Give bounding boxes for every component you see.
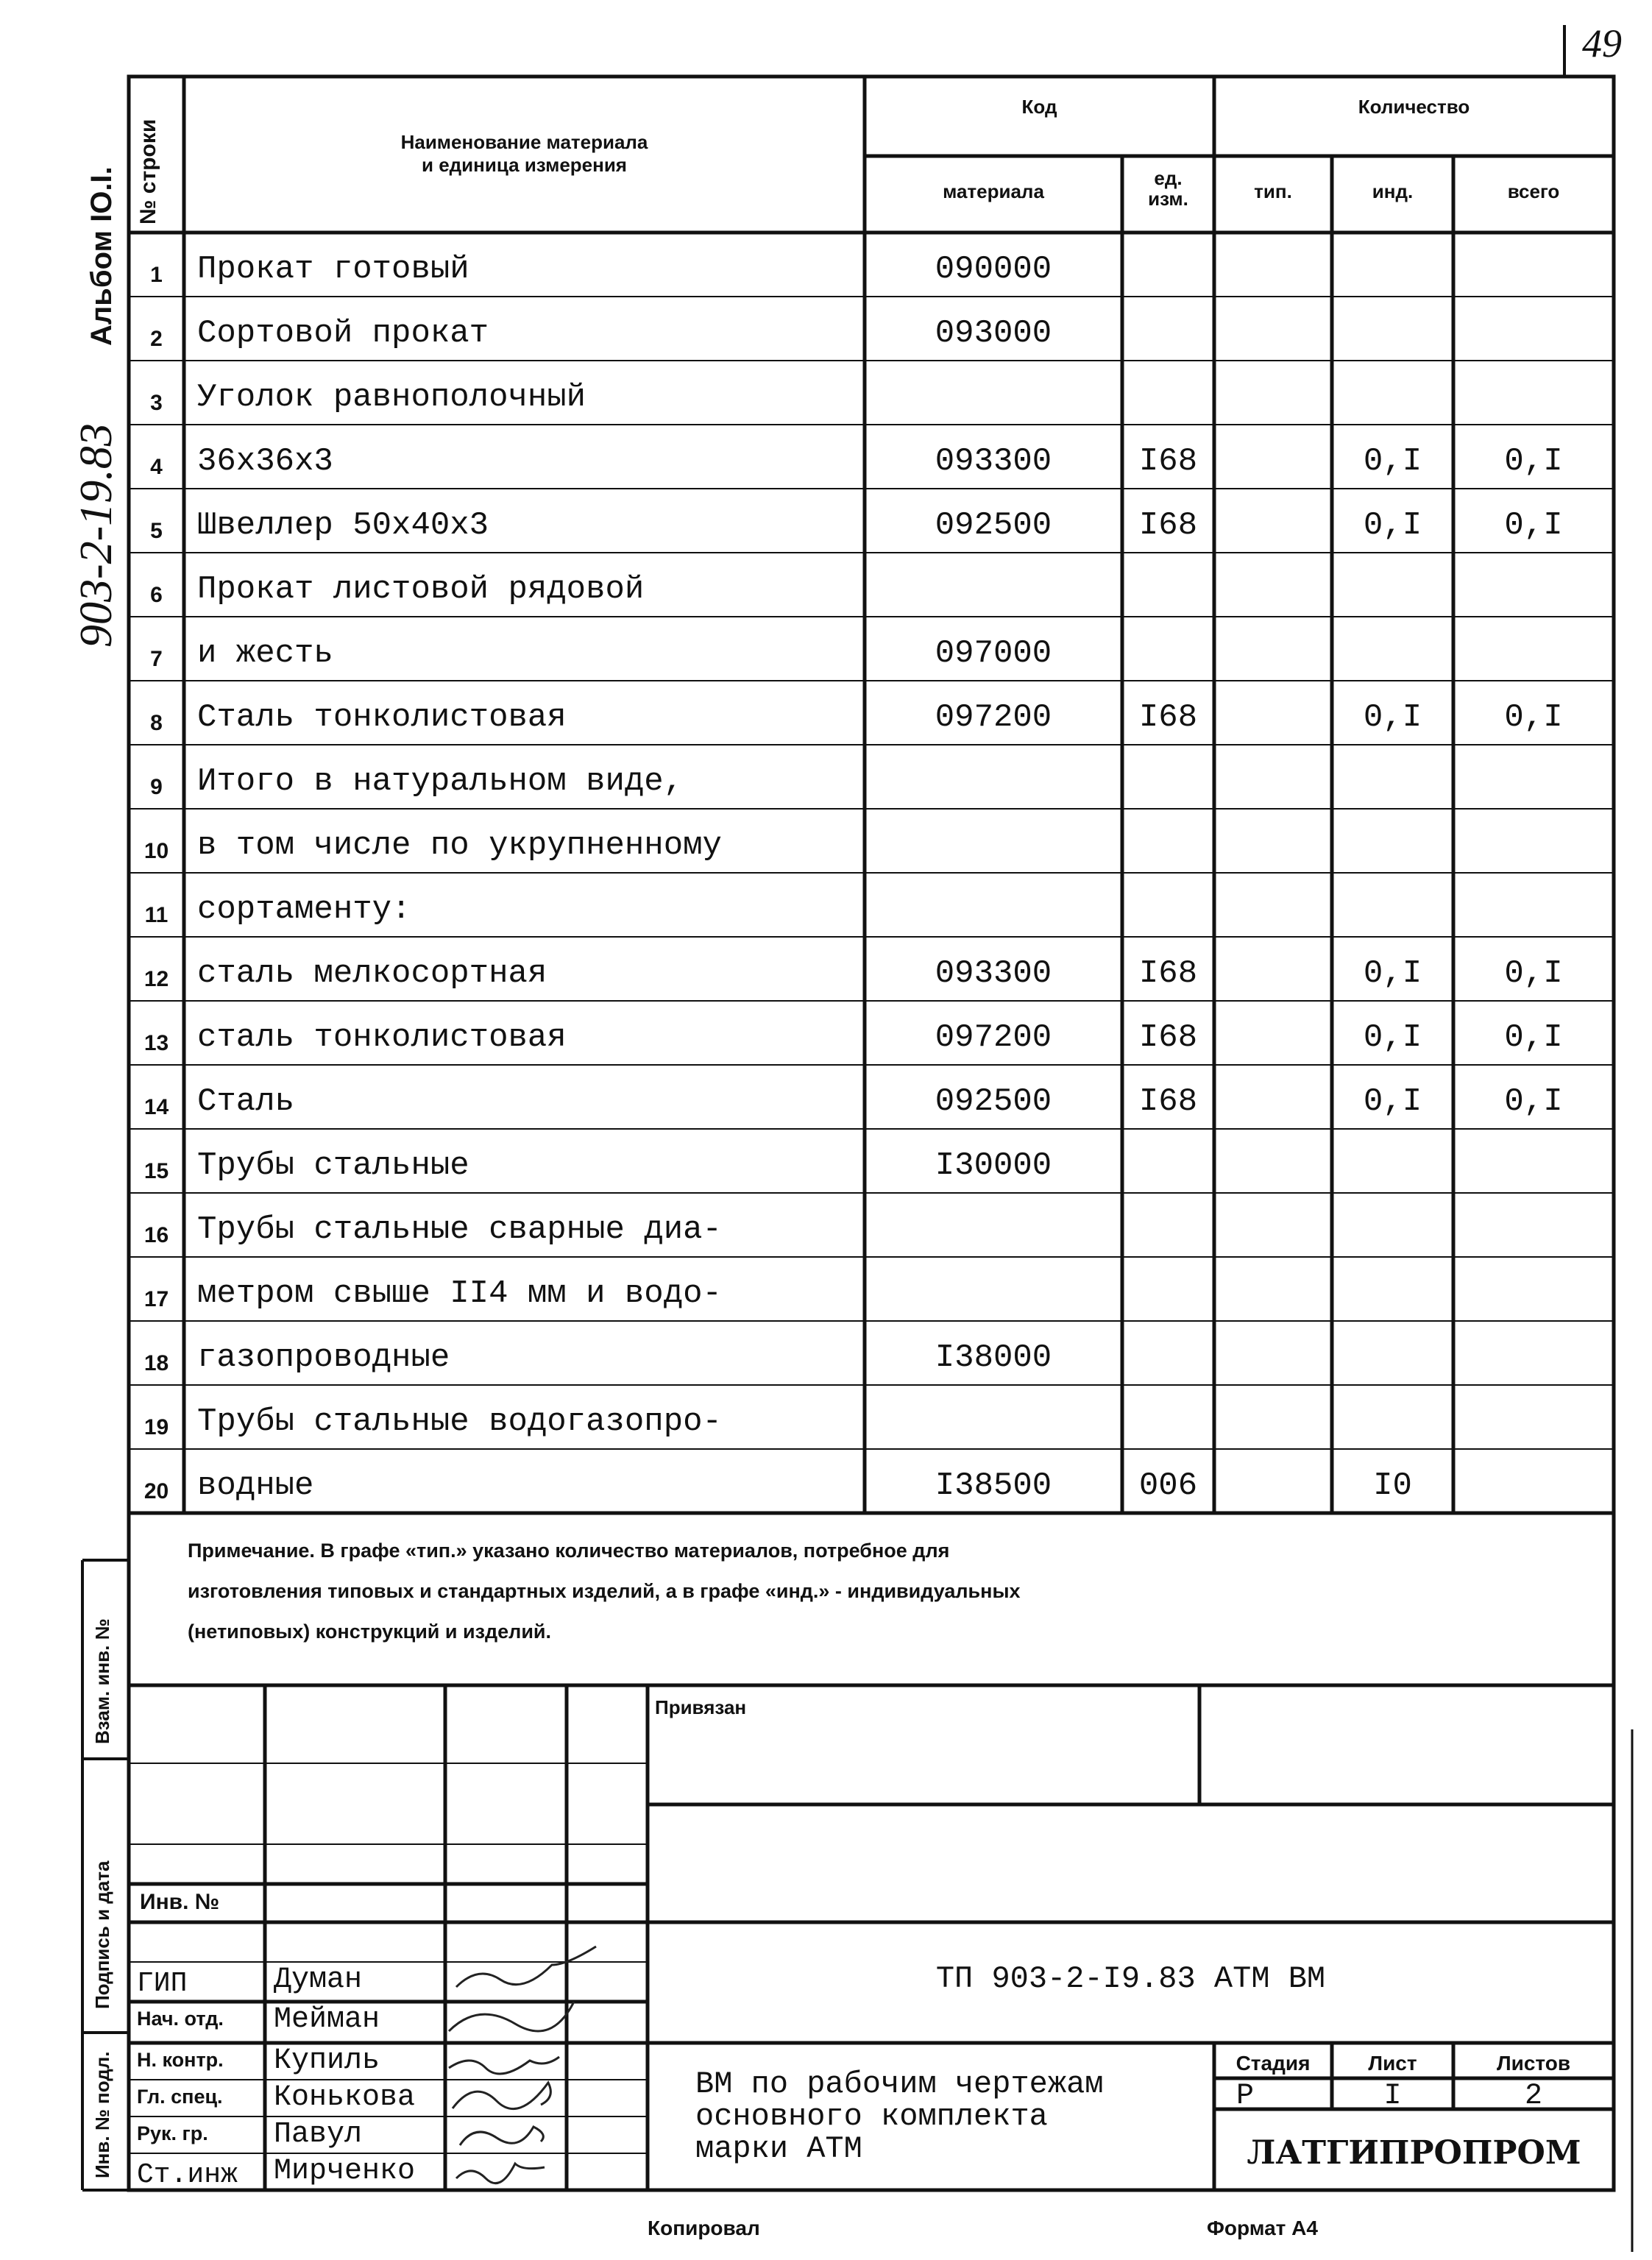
material-name: сталь тонколистовая [197,1019,567,1056]
unit-code: I68 [1138,955,1198,992]
qty-ind [1332,1385,1453,1440]
unit-code: I68 [1138,699,1198,736]
footer-copied: Копировал [648,2217,760,2239]
unit-code [1122,873,1214,928]
side-code: 903-2-19.83 [71,423,121,648]
stamp-person-name: Думан [274,1963,363,1997]
qty-ind [1332,1129,1453,1184]
unit-code [1122,361,1214,416]
row-number: 13 [143,1031,169,1055]
material-name: Уголок равнополочный [197,379,586,416]
material-code: 097200 [935,1019,1052,1056]
qty-total: 0,I [1504,443,1563,480]
material-name: и жесть [197,635,333,672]
qty-ind [1332,873,1453,928]
row-number: 16 [143,1223,169,1247]
header-qty: Количество [1358,96,1470,118]
material-code: I38500 [935,1467,1052,1504]
stamp-sheets-label: Листов [1496,2052,1571,2075]
material-code [865,1385,1122,1440]
qty-typ [1214,425,1332,480]
material-code: 090000 [935,251,1052,288]
unit-code: I68 [1138,1019,1198,1056]
signatures [449,1946,596,2183]
qty-total [1453,745,1614,800]
qty-total [1453,1385,1614,1440]
material-code: 092500 [935,1083,1052,1120]
material-name: Сортовой прокат [197,315,489,352]
header-name: Наименование материала и единица измерения [400,131,648,176]
qty-ind [1332,1321,1453,1376]
qty-ind [1332,1193,1453,1248]
material-code [865,361,1122,416]
qty-ind: 0,I [1363,443,1422,480]
qty-typ [1214,681,1332,736]
side-inv-podl: Инв. № подл. [91,2051,113,2178]
material-code: 097200 [935,699,1052,736]
unit-code: I68 [1138,1083,1198,1120]
unit-code [1122,1385,1214,1440]
header-qty-ind: инд. [1372,180,1414,202]
side-vzam: Взам. инв. № [91,1618,113,1744]
qty-total: 0,I [1504,699,1563,736]
qty-typ [1214,873,1332,928]
row-number: 2 [150,327,163,351]
stamp-person-name: Конькова [274,2081,416,2114]
qty-ind [1332,1257,1453,1312]
row-number: 12 [143,967,169,991]
qty-total [1453,1129,1614,1184]
qty-typ [1214,233,1332,288]
material-code [865,873,1122,928]
material-name: сортаменту: [197,891,411,928]
qty-total [1453,1257,1614,1312]
stamp-role: ГИП [137,1968,188,1999]
qty-typ [1214,553,1332,608]
stamp-person-name: Павул [274,2118,363,2151]
unit-code [1122,1193,1214,1248]
row-number: 8 [150,711,163,735]
unit-code [1122,1257,1214,1312]
row-number: 14 [143,1095,169,1119]
unit-code [1122,745,1214,800]
stamp-role: Рук. гр. [137,2122,208,2144]
qty-total [1453,809,1614,864]
stamp-sheet: I [1383,2080,1402,2113]
qty-ind: 0,I [1363,1083,1422,1120]
qty-total: 0,I [1504,1019,1563,1056]
qty-typ [1214,1065,1332,1120]
qty-typ [1214,1001,1332,1056]
header-row-no: № строки [136,118,160,224]
material-name: Сталь тонколистовая [197,699,567,736]
material-name: сталь мелкосортная [197,955,547,992]
material-name: Трубы стальные [197,1147,469,1184]
row-number: 11 [144,903,169,927]
qty-total: 0,I [1504,955,1563,992]
stamp-title: ВМ по рабочим чертежам основного комплекта марки АТМ [695,2066,1104,2167]
row-number: 17 [143,1287,169,1311]
qty-total: 0,I [1504,1083,1563,1120]
material-name: газопроводные [197,1339,450,1376]
stamp-role: Нач. отд. [137,2008,224,2030]
material-name: Итого в натуральном виде, [197,763,684,800]
qty-ind: 0,I [1363,1019,1422,1056]
stamp-person-name: Мирченко [274,2155,416,2188]
row-number: 1 [150,263,163,287]
qty-ind [1332,617,1453,672]
qty-typ [1214,1385,1332,1440]
qty-ind [1332,553,1453,608]
material-name: Швеллер 50х40х3 [197,507,489,544]
material-code: 093000 [935,315,1052,352]
material-code [865,745,1122,800]
qty-typ [1214,745,1332,800]
qty-total [1453,1193,1614,1248]
qty-total [1453,553,1614,608]
row-number: 9 [150,775,163,799]
material-name: Сталь [197,1083,295,1120]
header-code-material: материала [943,180,1044,202]
material-name: Прокат готовый [197,251,469,288]
material-code: I30000 [935,1147,1052,1184]
qty-typ [1214,1193,1332,1248]
unit-code [1122,553,1214,608]
qty-typ [1214,1321,1332,1376]
qty-ind [1332,745,1453,800]
note-line-1: Примечание. В графе «тип.» указано количество материалов, потребное для [188,1540,950,1562]
stamp-role: Ст.инж [137,2159,238,2191]
side-album: Альбом IO.I. [85,166,118,346]
unit-code [1122,617,1214,672]
header-code-unit: ед. изм. [1148,167,1188,210]
row-number: 4 [150,455,163,479]
material-code: 093300 [935,955,1052,992]
stamp-stage: Р [1236,2080,1255,2113]
qty-typ [1214,1449,1332,1504]
qty-typ [1214,1129,1332,1184]
material-code [865,553,1122,608]
material-code [865,1257,1122,1312]
material-code: 092500 [935,507,1052,544]
material-name: метром свыше II4 мм и водо- [197,1275,722,1312]
unit-code [1122,1321,1214,1376]
material-name: в том числе по укрупненному [197,827,722,864]
stamp-stage-label: Стадия [1236,2052,1311,2075]
stamp-inv-no: Инв. № [140,1890,220,1914]
qty-typ [1214,297,1332,352]
qty-total [1453,233,1614,288]
material-code: 097000 [935,635,1052,672]
footer-format: Формат А4 [1207,2217,1318,2239]
qty-ind: 0,I [1363,955,1422,992]
row-number: 7 [150,647,163,671]
material-name: Трубы стальные сварные диа- [197,1211,722,1248]
qty-total [1453,617,1614,672]
qty-ind [1332,297,1453,352]
row-number: 10 [143,839,169,863]
qty-typ [1214,1257,1332,1312]
header-qty-total: всего [1507,180,1560,202]
stamp-org: ЛАТГИПРОПРОМ [1247,2134,1581,2172]
stamp-doc-code: ТП 903-2-I9.83 АТМ ВМ [935,1961,1326,1997]
qty-total [1453,361,1614,416]
stamp-sheets: 2 [1524,2080,1542,2113]
stamp-person-name: Мейман [274,2003,380,2036]
page-number: 49 [1582,21,1622,65]
qty-typ [1214,361,1332,416]
stamp-privyazan: Привязан [655,1696,747,1718]
stamp-person-name: Купиль [274,2044,380,2077]
unit-code [1122,809,1214,864]
qty-total [1453,1449,1614,1504]
row-number: 3 [150,391,163,415]
qty-ind: 0,I [1363,699,1422,736]
material-code: I38000 [935,1339,1052,1376]
material-name: Прокат листовой рядовой [197,571,645,608]
row-number: 19 [143,1415,169,1439]
material-code [865,809,1122,864]
side-podpis: Подпись и дата [91,1860,113,2009]
header-qty-typ: тип. [1254,180,1292,202]
qty-total [1453,297,1614,352]
row-number: 5 [150,519,163,543]
qty-typ [1214,809,1332,864]
stamp-role: Н. контр. [137,2049,224,2071]
unit-code: 006 [1138,1467,1198,1504]
row-number: 20 [143,1479,169,1503]
qty-ind: 0,I [1363,507,1422,544]
unit-code [1122,297,1214,352]
unit-code: I68 [1138,443,1198,480]
note-line-2: изготовления типовых и стандартных изделий, а в графе «инд.» - индивидуальных [188,1580,1021,1602]
unit-code: I68 [1138,507,1198,544]
qty-typ [1214,937,1332,992]
qty-ind [1332,809,1453,864]
material-code: 093300 [935,443,1052,480]
material-code [865,1193,1122,1248]
unit-code [1122,1129,1214,1184]
stamp-sheet-label: Лист [1368,2052,1417,2075]
qty-typ [1214,489,1332,544]
stamp-role: Гл. спец. [137,2086,223,2108]
qty-total: 0,I [1504,507,1563,544]
row-number: 15 [143,1159,169,1183]
row-number: 18 [143,1351,169,1375]
qty-ind [1332,233,1453,288]
material-name: водные [197,1467,314,1504]
qty-typ [1214,617,1332,672]
qty-total [1453,1321,1614,1376]
qty-ind [1332,361,1453,416]
qty-total [1453,873,1614,928]
note-line-3: (нетиповых) конструкций и изделий. [188,1620,552,1643]
material-name: 36х36х3 [197,443,333,480]
header-code: Код [1021,96,1057,118]
qty-ind: I0 [1373,1467,1412,1504]
material-name: Трубы стальные водогазопро- [197,1403,722,1440]
unit-code [1122,233,1214,288]
note [188,1531,1021,1652]
row-number: 6 [150,583,163,607]
